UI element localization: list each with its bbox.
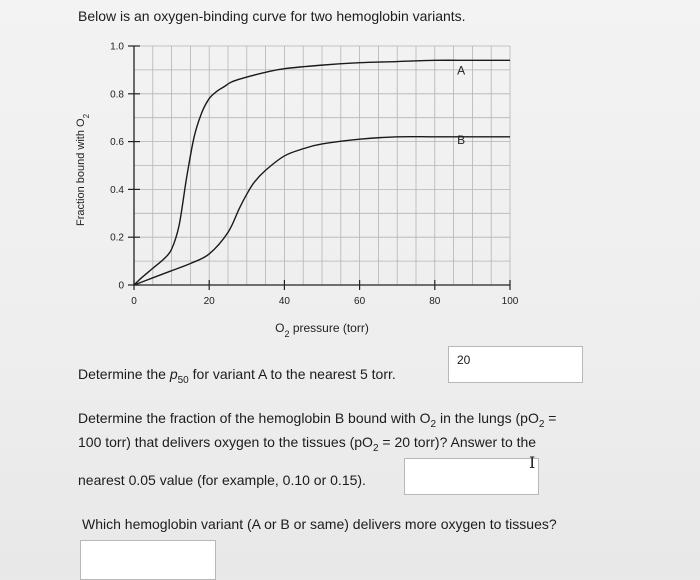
fraction-answer-input[interactable] [404, 458, 539, 495]
y-tick-label: 0 [118, 280, 124, 292]
q2-line1-sub2: 2 [538, 418, 545, 430]
q2-line1-b: in the lungs (pO [436, 410, 539, 426]
y-tick-label: 1.0 [110, 41, 124, 53]
x-tick-label: 100 [501, 296, 519, 307]
question-fraction-line1 [78, 410, 556, 430]
q2-line1-a: Determine the fraction of the hemoglobin B bound with O [78, 410, 431, 426]
q2-line1-c: = [544, 410, 557, 426]
text-cursor-icon: I [529, 453, 536, 472]
q1-p-symbol: p [169, 366, 178, 382]
y-axis-title: Fraction bound with $O_2$ [75, 113, 91, 227]
y-tick-label: 0.2 [110, 232, 124, 244]
q1-p-subscript: 50 [177, 374, 189, 386]
curve-label-B: B [457, 132, 466, 147]
question-fraction-line2 [78, 434, 536, 454]
question-variant [82, 516, 557, 532]
x-tick-label: 80 [429, 296, 441, 307]
q2-line2-sub: 2 [372, 442, 379, 454]
q3-text: Which hemoglobin variant (A or B or same) delivers more oxygen to tissues? [82, 516, 557, 532]
p50-answer-input[interactable] [448, 346, 583, 383]
x-tick-label: 40 [278, 296, 290, 307]
q2-line1-sub: 2 [430, 418, 437, 430]
x-axis-title: $O_2$ pressure (torr) [275, 321, 369, 339]
question-fraction-line3 [78, 472, 366, 488]
x-tick-label: 20 [203, 296, 215, 307]
y-tick-label: 0.8 [110, 89, 124, 101]
variant-answer-input[interactable] [80, 540, 216, 580]
q2-line2-b: = 20 torr)? Answer to the [378, 434, 537, 450]
question-p50 [78, 366, 396, 386]
p50-answer-value: 20 [457, 353, 471, 367]
x-tick-label: 60 [354, 296, 366, 307]
y-tick-label: 0.4 [110, 184, 124, 196]
x-tick-label: 0 [131, 296, 137, 307]
q2-line3: nearest 0.05 value (for example, 0.10 or 0.15). [78, 472, 366, 488]
q1-text-before: Determine the [78, 366, 170, 382]
curve-label-A: A [457, 63, 466, 78]
q1-text-after: for variant A to the nearest 5 torr. [188, 366, 396, 382]
q2-line2-a: 100 torr) that delivers oxygen to the tissues (pO [78, 434, 373, 450]
y-tick-label: 0.6 [110, 137, 124, 149]
intro-text: Below is an oxygen-binding curve for two hemoglobin variants. [78, 8, 466, 24]
